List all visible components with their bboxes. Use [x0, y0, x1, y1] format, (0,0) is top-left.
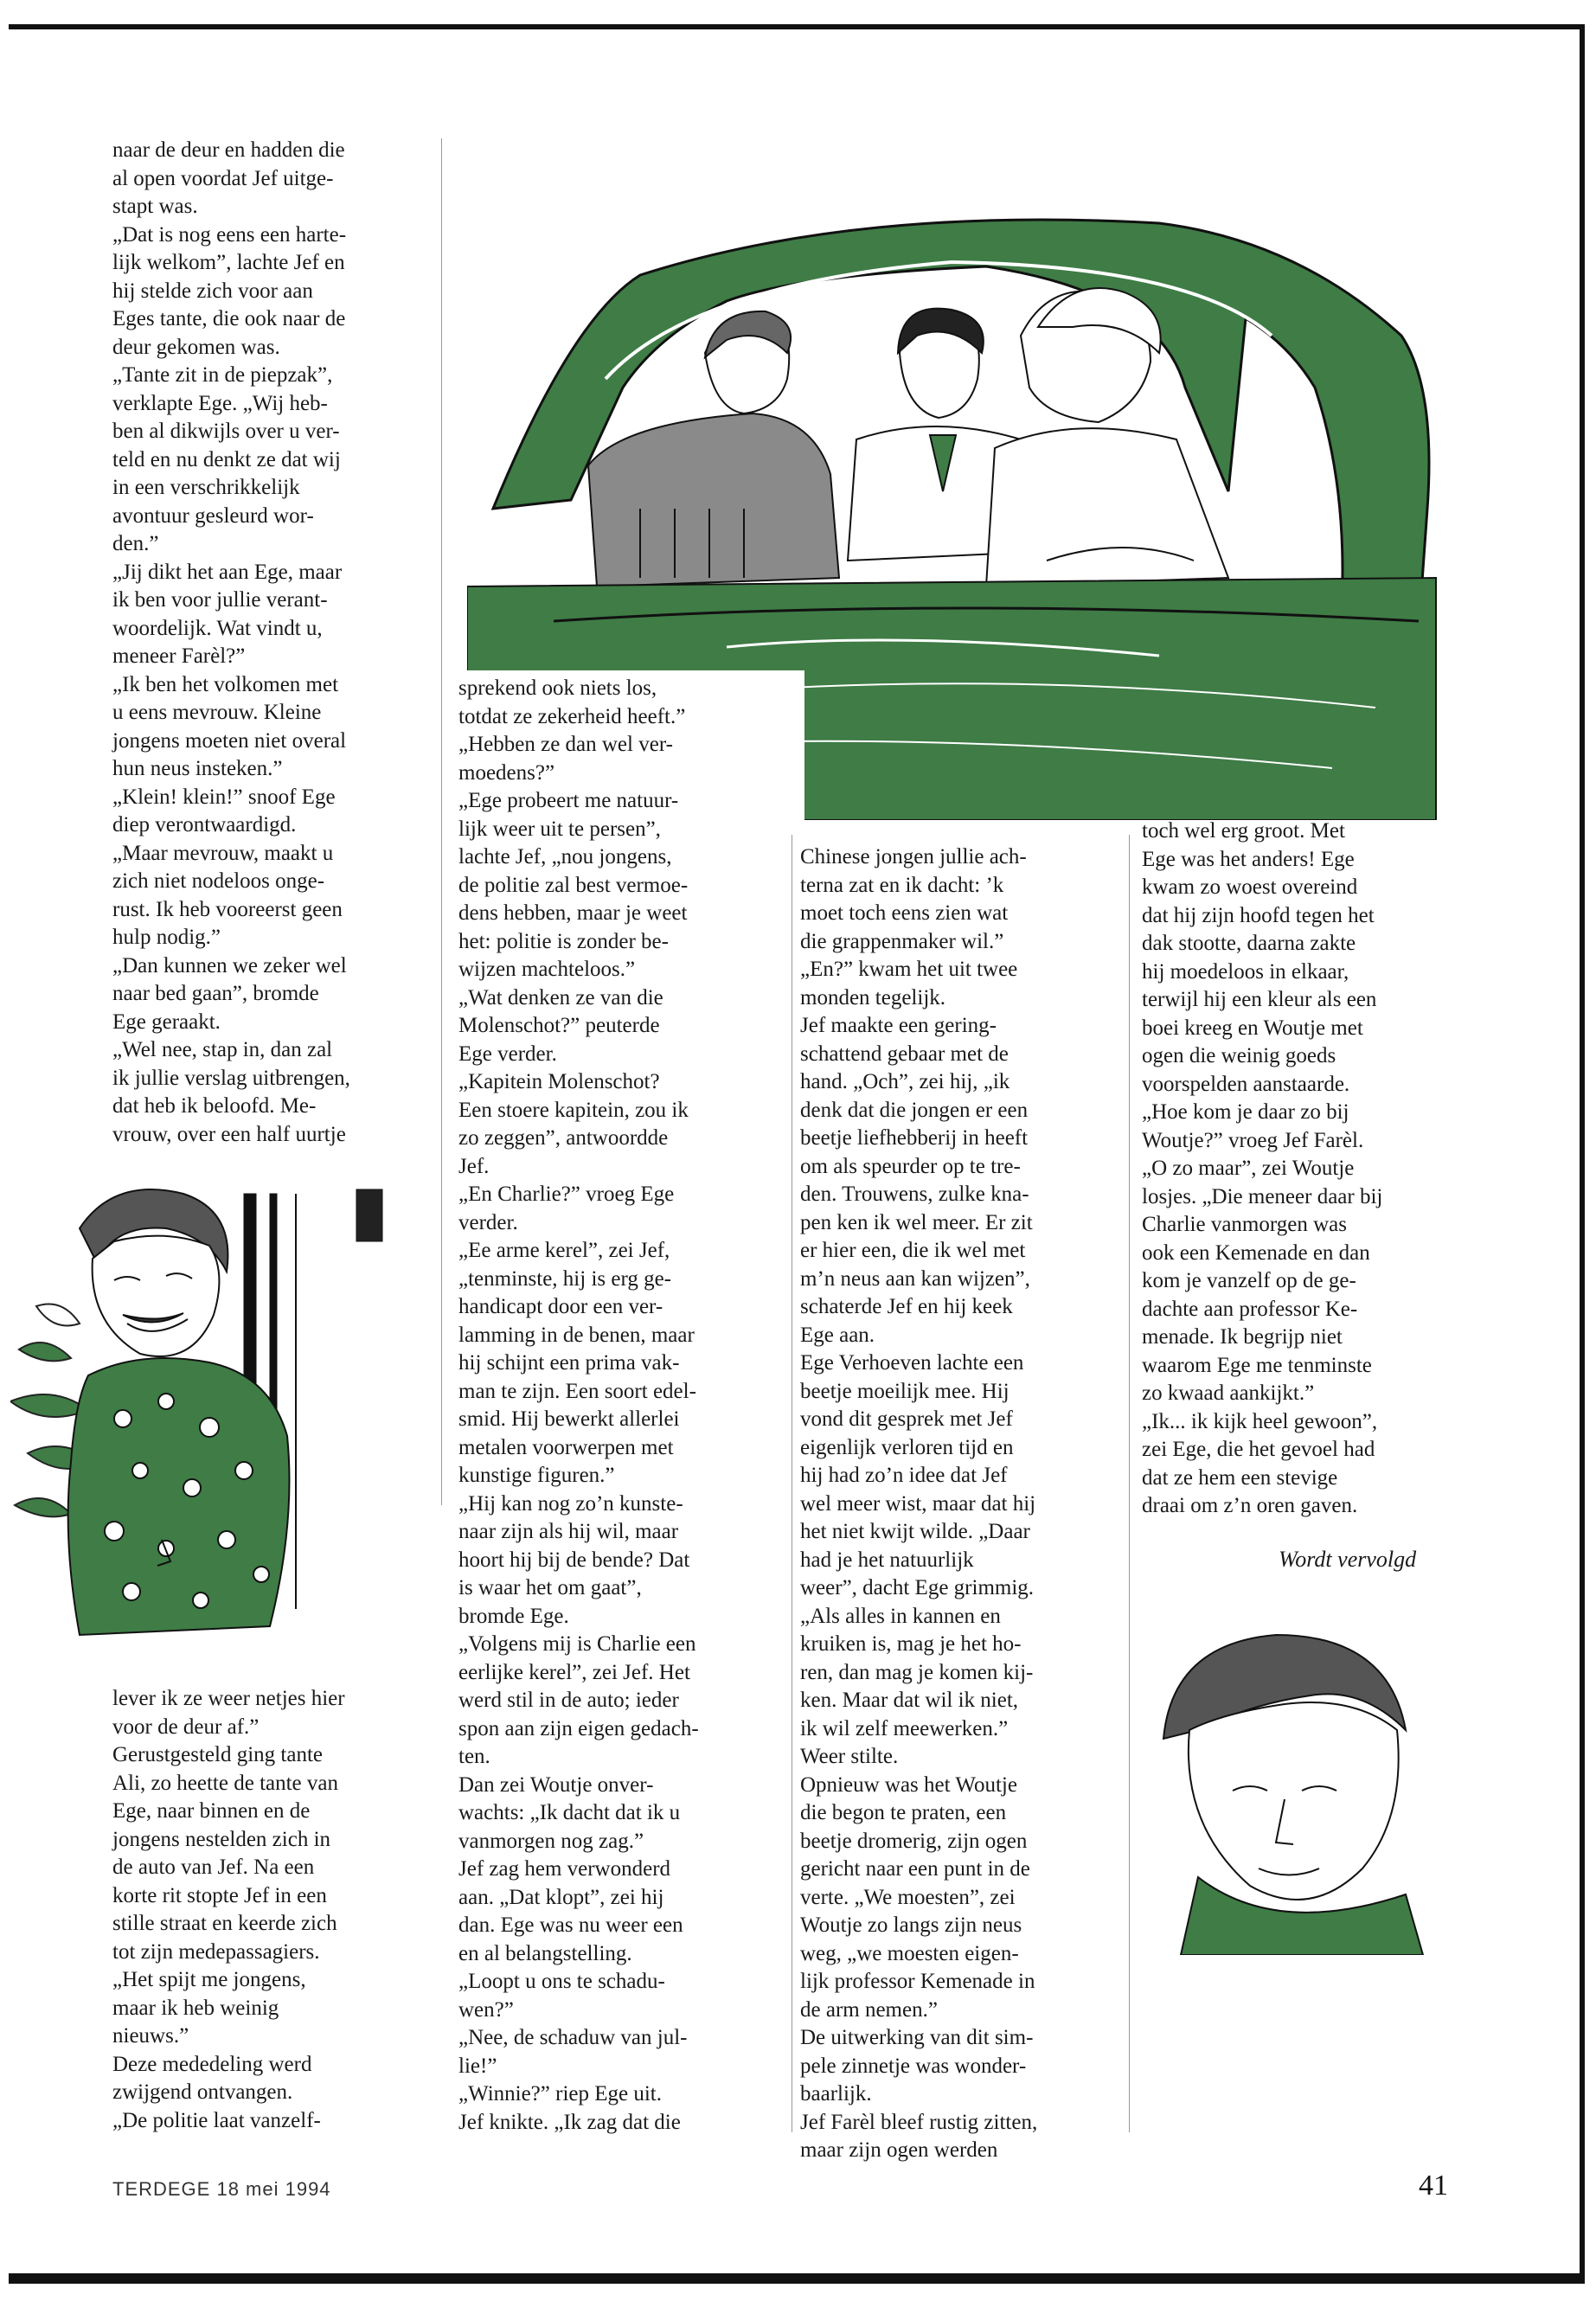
car-seat [588, 413, 839, 586]
footer-publication: TERDEGE 18 mei 1994 [112, 2178, 331, 2200]
boy-face [1189, 1702, 1399, 1900]
boy-portrait-illustration [1146, 1609, 1432, 1955]
text-column-1-bottom: lever ik ze weer netjes hier voor de deur af.” Gerustgesteld ging tante Ali, zo heette de tante van Ege, naar binnen en de jongens nestelden zich in de auto van Jef. Na een korte rit stopte Jef in een stille straat en keerde zich tot zijn medepassagiers. „Het spijt me jongens, maar ik heb weinig nieuws.” Deze mededeling werd zwijgend ontvangen. „De politie laat vanzelf- [112, 1687, 345, 2132]
text-column-4: toch wel erg groot. Met Ege was het anders! Ege kwam zo woest overeind dat hij zijn hoofd tegen het dak stootte, daarna zakte hij moedeloos in elkaar, terwijl hij een kleur als een boei kreeg en Woutje met ogen die weinig goeds voorspelden aanstaarde. „Hoe kom je daar zo bij Woutje?” vroeg Jef Farèl. „O zo maar”, zei Woutje losjes. „Die meneer daar bij Charlie vanmorgen was ook een Kemenade en dan kom je vanzelf op de ge- dachte aan professor Ke- menade. Ik begrijp niet waarom Ege me tenminste zo kwaad aankijkt.” „Ik... ik kijk heel gewoon”, zei Ege, die het gevoel had dat ze hem een stevige draai om z’n oren gaven. [1142, 819, 1383, 1517]
aunt-at-door-illustration [10, 1176, 417, 1661]
aunt-head [80, 1189, 228, 1356]
column-divider [441, 138, 442, 1505]
column-divider-3 [1129, 835, 1130, 2132]
continued-label: Wordt vervolgd [1279, 1547, 1417, 1572]
page-number: 41 [1419, 2170, 1448, 2202]
text-column-2: sprekend ook niets los, totdat ze zekerheid heeft.” „Hebben ze dan wel ver- moedens?” „Ege probeert me natuur- lijk weer uit te persen”, lachte Jef, „nou jongens, de politie zal best vermoe- dens hebben, maar je weet het: politie is zonder be- wijzen machteloos.” „Wat denken ze van die Molenschot?” peuterde Ege verder. „Kapitein Molenschot? Een stoere kapitein, zou ik zo zeggen”, antwoordde Jef. „En Charlie?” vroeg Ege verder. „Ee arme kerel”, zei Jef, „tenminste, hij is erg ge- handicapt door een ver- lamming in de benen, maar hij schijnt een prima vak- man te zijn. Een soort edel- smid. Hij bewerkt allerlei metalen voorwerpen met kunstige figuren.” „Hij kan nog zo’n kunste- naar zijn als hij wil, maar hoort hij bij de bende? Dat is waar het om gaat”, bromde Ege. „Volgens mij is Charlie een eerlijke kerel”, zei Jef. Het werd stil in de auto; ieder spon aan zijn eigen gedach- ten. Dan zei Woutje onver- wachts: „Ik dacht dat ik u vanmorgen nog zag.” Jef zag hem verwonderd aan. „Dat klopt”, zei hij dan. Ege was nu weer een en al belangstelling. „Loopt u ons te schadu- wen?” „Nee, de schaduw van jul- lie!” „Winnie?” riep Ege uit. Jef knikte. „Ik zag dat die [458, 676, 699, 2134]
text-column-3: Chinese jongen jullie ach- terna zat en ik dacht: ’k moet toch eens zien wat die grappenmaker wil.” „En?” kwam het uit twee monden tegelijk. Jef maakte een gering- schattend gebaar met de hand. „Och”, zei hij, „ik denk dat die jongen er een beetje liefhebberij in heeft om als speurder op te tre- den. Trouwens, zulke kna- pen ken ik wel meer. Er zit er hier een, die ik wel met m’n neus aan kan wijzen”, schaterde Jef en hij keek Ege aan. Ege Verhoeven lachte een beetje moeilijk mee. Hij vond dit gesprek met Jef eigenlijk verloren tijd en hij had zo’n idee dat Jef wel meer wist, maar dat hij het niet kwijt wilde. „Daar had je het natuurlijk weer”, dacht Ege grimmig. „Als alles in kannen en kruiken is, mag je het ho- ren, dan mag je komen kij- ken. Maar dat wil ik niet, ik wil zelf meewerken.” Weer stilte. Opnieuw was het Woutje die begon te praten, een beetje dromerig, zijn ogen gericht naar een punt in de verte. „We moesten”, zei Woutje zo langs zijn neus weg, „we moesten eigen- lijk professor Kemenade in de arm nemen.” De uitwerking van dit sim- pele zinnetje was wonder- baarlijk. Jef Farèl bleef rustig zitten, maar zijn ogen werden [800, 845, 1038, 2162]
text-column-1-top: naar de deur en hadden die al open voordat Jef uitge- stapt was. „Dat is nog eens een harte- lijk welkom”, lachte Jef en hij stelde zich voor aan Eges tante, die ook naar de deur gekomen was. „Tante zit in de piepzak”, verklapte Ege. „Wij heb- ben al dikwijls over u ver- teld en nu denkt ze dat wij in een verschrikkelijk avontuur gesleurd wor- den.” „Jij dikt het aan Ege, maar ik ben voor jullie verant- woordelijk. Wat vindt u, meneer Farèl?” „Ik ben het volkomen met u eens mevrouw. Kleine jongens moeten niet overal hun neus insteken.” „Klein! klein!” snoof Ege diep verontwaardigd. „Maar mevrouw, maakt u zich niet nodeloos onge- rust. Ik heb vooreerst geen hulp nodig.” „Dan kunnen we zeker wel naar bed gaan”, bromde Ege geraakt. „Wel nee, stap in, dan zal ik jullie verslag uitbrengen, dat heb ik beloofd. Me- vrouw, over een half uurtje [112, 138, 350, 1146]
aunt-body [68, 1358, 290, 1635]
